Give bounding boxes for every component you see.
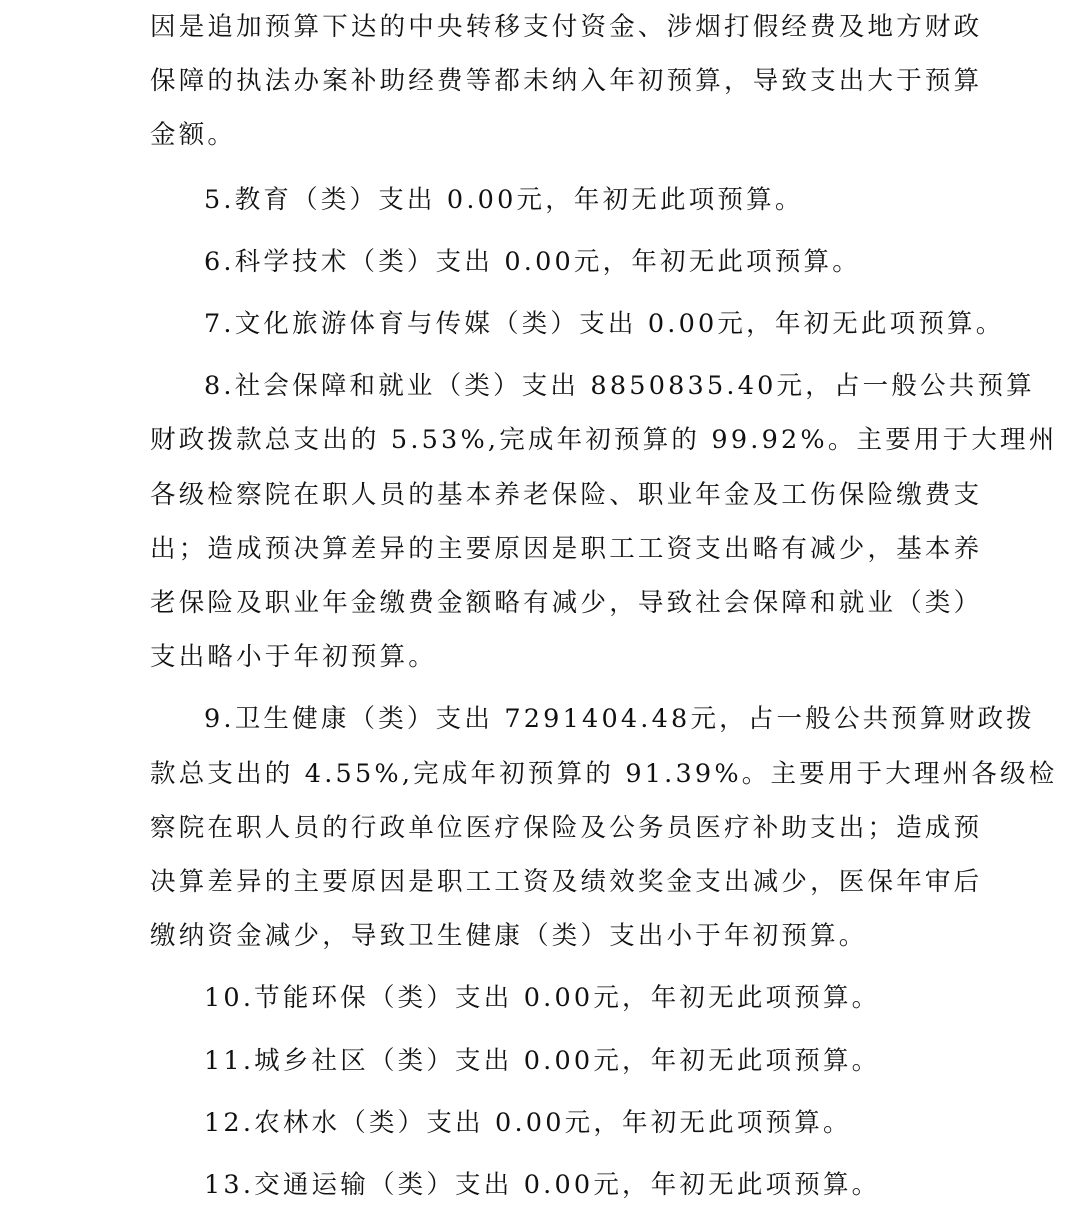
paragraph-item-11 [150, 1034, 950, 1088]
text-line: 8.社会保障和就业（类）支出 8850835.40元，占一般公共预算 [204, 371, 1035, 402]
text-line: 款总支出的 4.55%,完成年初预算的 91.39%。主要用于大理州各级检 [150, 758, 1058, 789]
paragraph-item-10 [150, 971, 950, 1025]
document-page [150, 0, 1058, 1212]
text-line: 13.交通运输（类）支出 0.00元，年初无此项预算。 [204, 1170, 881, 1201]
text-line: 缴纳资金减少，导致卫生健康（类）支出小于年初预算。 [150, 921, 868, 952]
text-line: 决算差异的主要原因是职工工资及绩效奖金支出减少，医保年审后 [150, 867, 983, 898]
text-line: 11.城乡社区（类）支出 0.00元，年初无此项预算。 [204, 1045, 881, 1076]
text-line: 出；造成预决算差异的主要原因是职工工资支出略有减少，基本养 [150, 533, 983, 564]
text-line: 各级检察院在职人员的基本养老保险、职业年金及工伤保险缴费支 [150, 479, 983, 510]
text-line: 9.卫生健康（类）支出 7291404.48元，占一般公共预算财政拨 [204, 704, 1035, 735]
text-line: 金额。 [150, 120, 237, 151]
text-line: 支出略小于年初预算。 [150, 642, 438, 673]
text-line: 12.农林水（类）支出 0.00元，年初无此项预算。 [204, 1107, 852, 1138]
text-line: 7.文化旅游体育与传媒（类）支出 0.00元，年初无此项预算。 [204, 309, 1005, 340]
paragraph-item-13 [150, 1158, 950, 1212]
paragraph-item-12 [150, 1096, 950, 1150]
text-line: 10.节能环保（类）支出 0.00元，年初无此项预算。 [204, 983, 881, 1014]
text-line: 保障的执法办案补助经费等都未纳入年初预算，导致支出大于预算 [150, 66, 983, 97]
text-line: 6.科学技术（类）支出 0.00元，年初无此项预算。 [204, 246, 861, 277]
text-line: 老保险及职业年金缴费金额略有减少，导致社会保障和就业（类） [150, 588, 983, 619]
text-line: 察院在职人员的行政单位医疗保险及公务员医疗补助支出；造成预 [150, 812, 983, 843]
paragraph-continuation [150, 0, 983, 163]
paragraph-item-9 [150, 692, 1058, 963]
paragraph-item-8 [150, 359, 1058, 684]
text-line: 5.教育（类）支出 0.00元，年初无此项预算。 [204, 184, 804, 215]
paragraph-item-6 [150, 235, 950, 289]
text-line: 财政拨款总支出的 5.53%,完成年初预算的 99.92%。主要用于大理州 [150, 425, 1058, 456]
paragraph-item-7 [150, 297, 1005, 351]
paragraph-item-5 [150, 173, 950, 227]
text-line: 因是追加预算下达的中央转移支付资金、涉烟打假经费及地方财政 [150, 12, 983, 42]
